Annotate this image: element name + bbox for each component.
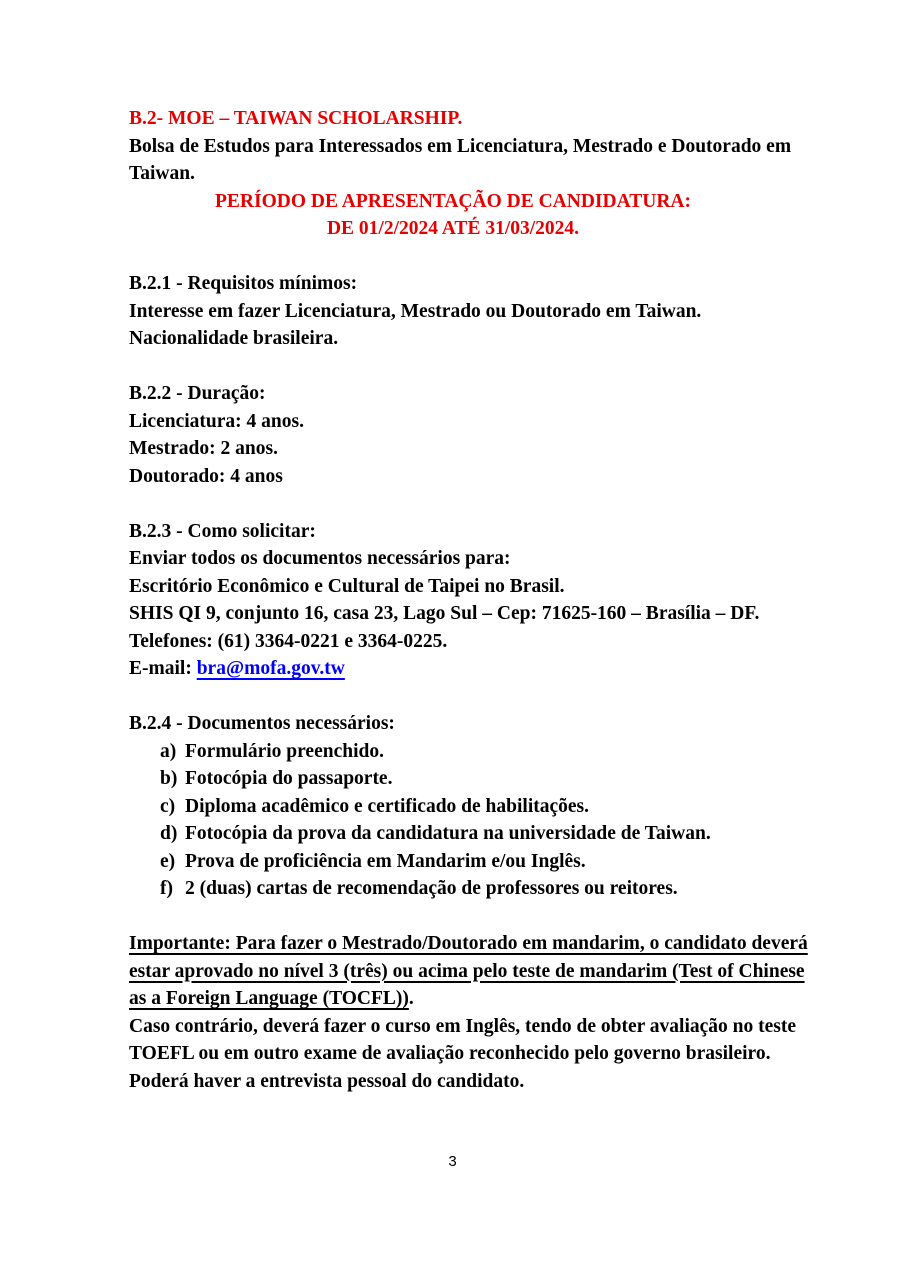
important-underlined-text: estar aprovado no nível 3 (três) ou acima pelo teste de mandarim (Test of Chinese [129, 960, 805, 982]
list-item-text: Formulário preenchido. [185, 740, 384, 762]
s4-heading: B.2.4 - Documentos necessários: [129, 713, 395, 734]
list-item-c [129, 793, 777, 821]
important-rest-line-1: Caso contrário, deverá fazer o curso em Inglês, tendo de obter avaliação no teste [129, 1015, 797, 1037]
important-underlined-text: as a Foreign Language (TOCFL)) [129, 988, 409, 1009]
s2-line-3: Doutorado: 4 anos [129, 465, 283, 487]
s3-line-2: Escritório Econômico e Cultural de Taipei no Brasil. [129, 575, 565, 597]
list-marker: c) [160, 795, 176, 817]
list-item-b [129, 765, 777, 793]
s1-line-2: Nacionalidade brasileira. [129, 328, 339, 349]
s1-line-1: Interesse em fazer Licenciatura, Mestrado ou Doutorado em Taiwan. [129, 300, 702, 322]
document-body [129, 105, 808, 1095]
list-marker: d) [160, 823, 178, 844]
s2-line-2: Mestrado: 2 anos. [129, 438, 278, 459]
important-line-1 [129, 930, 808, 958]
s3-heading: B.2.3 - Como solicitar: [129, 520, 316, 542]
list-item-d [129, 820, 777, 848]
list-item-e [129, 848, 777, 876]
list-item-text: Diploma acadêmico e certificado de habilitações. [185, 795, 590, 817]
blank-line [129, 683, 777, 711]
s3-line-4: Telefones: (61) 3364-0221 e 3364-0225. [129, 630, 448, 652]
section-title: B.2- MOE – TAIWAN SCHOLARSHIP. [129, 108, 463, 129]
list-item-text: Fotocópia do passaporte. [185, 768, 393, 789]
list-item-text: Prova de proficiência em Mandarim e/ou Inglês. [185, 850, 586, 872]
page-number: 3 [448, 1153, 457, 1170]
list-item-text: 2 (duas) cartas de recomendação de professores ou reitores. [185, 878, 678, 899]
period-heading-line-2: DE 01/2/2024 ATÉ 31/03/2024. [326, 218, 580, 239]
email-label: E-mail: [129, 658, 197, 679]
list-marker: e) [160, 850, 176, 872]
important-underlined-text: Importante: Para fazer o Mestrado/Doutorado em mandarim, o candidato deverá [129, 933, 808, 954]
s2-line-1: Licenciatura: 4 anos. [129, 410, 304, 432]
blank-line [129, 243, 777, 271]
blank-line [129, 903, 777, 931]
important-tail: . [408, 988, 414, 1009]
s3-line-1: Enviar todos os documentos necessários para: [129, 548, 511, 569]
s1-heading: B.2.1 - Requisitos mínimos: [129, 273, 358, 294]
blank-line [129, 490, 777, 518]
list-marker: f) [160, 878, 173, 899]
email-line [129, 655, 777, 683]
list-item-text: Fotocópia da prova da candidatura na universidade de Taiwan. [185, 823, 711, 844]
email-link[interactable]: bra@mofa.gov.tw [196, 658, 345, 679]
list-marker: a) [160, 740, 177, 762]
list-marker: b) [160, 768, 178, 789]
important-line-3 [129, 985, 777, 1013]
important-line-2 [129, 958, 805, 986]
s3-line-3: SHIS QI 9, conjunto 16, casa 23, Lago Sul – Cep: 71625-160 – Brasília – DF. [129, 603, 760, 624]
blank-line [129, 353, 777, 381]
important-rest-line-2: TOEFL ou em outro exame de avaliação reconhecido pelo governo brasileiro. [129, 1043, 771, 1064]
period-heading-line-1: PERÍODO DE APRESENTAÇÃO DE CANDIDATURA: [215, 190, 691, 212]
intro-line-2: Taiwan. [129, 163, 195, 184]
s2-heading: B.2.2 - Duração: [129, 383, 266, 404]
list-item-a [129, 738, 777, 766]
list-item-f [129, 875, 777, 903]
important-rest-line-3: Poderá haver a entrevista pessoal do candidato. [129, 1070, 525, 1092]
intro-line-1: Bolsa de Estudos para Interessados em Licenciatura, Mestrado e Doutorado em [129, 135, 792, 157]
